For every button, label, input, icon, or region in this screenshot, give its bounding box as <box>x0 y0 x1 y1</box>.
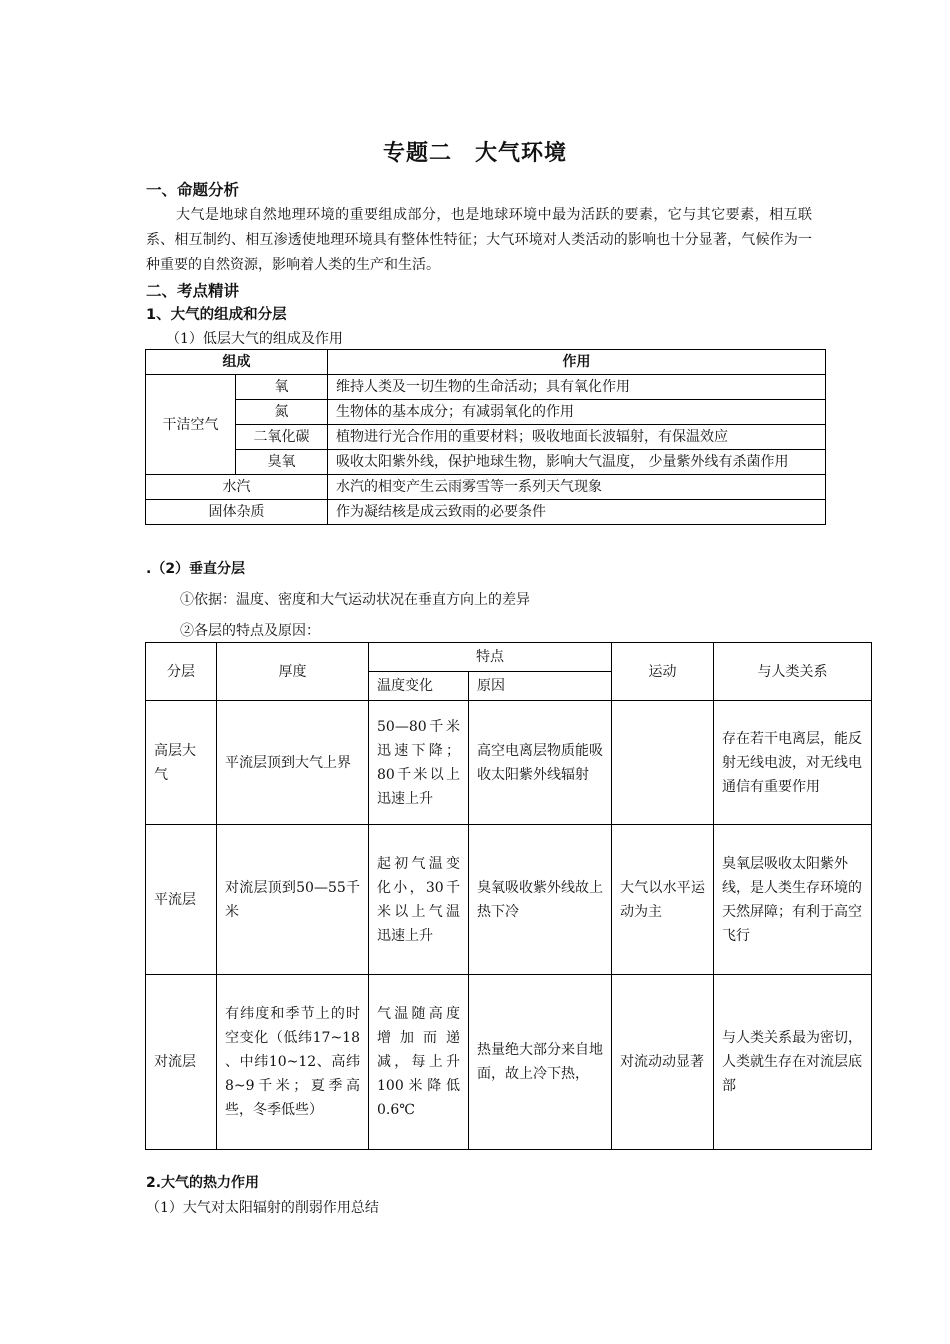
header-relation: 与人类关系 <box>714 643 872 701</box>
component-name: 氮 <box>236 400 328 425</box>
layer-temp: 起初气温变化小，30千米以上气温迅速上升 <box>369 825 469 975</box>
layer-temp: 50—80千米迅速下降；80千米以上迅速上升 <box>369 701 469 825</box>
header-temp: 温度变化 <box>369 672 469 701</box>
component-role: 维持人类及一切生物的生命活动；具有氧化作用 <box>328 375 826 400</box>
component-role: 吸收太阳紫外线，保护地球生物，影响大气温度， 少量紫外线有杀菌作用 <box>328 450 826 475</box>
header-layer: 分层 <box>146 643 217 701</box>
component-name: 氧 <box>236 375 328 400</box>
features-intro-text: ②各层的特点及原因： <box>180 623 320 639</box>
component-name: 固体杂质 <box>146 500 328 525</box>
table-row <box>146 500 826 525</box>
table-row <box>146 375 826 400</box>
section-heading-keypoints: 二、考点精讲 <box>146 282 240 300</box>
layer-relation: 臭氧层吸收太阳紫外线，是人类生存环境的天然屏障；有利于高空飞行 <box>714 825 872 975</box>
subheading-vertical-layers: .（2）垂直分层 <box>146 561 246 577</box>
layer-thickness: 有纬度和季节上的时空变化（低纬17~18 、中纬10~12、高纬8~9千米；夏季高些，冬季低些） <box>217 975 369 1150</box>
table-header-row <box>146 350 826 375</box>
layer-thickness: 平流层顶到大气上界 <box>217 701 369 825</box>
header-composition: 组成 <box>146 350 328 375</box>
table-header-row <box>146 643 872 672</box>
table-row <box>146 701 872 825</box>
composition-table <box>145 349 826 525</box>
header-features: 特点 <box>369 643 612 672</box>
layer-name: 平流层 <box>146 825 217 975</box>
subheading-thermal: 2.大气的热力作用 <box>146 1175 260 1191</box>
layer-reason: 臭氧吸收紫外线故上热下冷 <box>469 825 612 975</box>
group-dry-air: 干洁空气 <box>146 375 236 475</box>
layer-reason: 热量绝大部分来自地面，故上冷下热， <box>469 975 612 1150</box>
component-role: 生物体的基本成分；有减弱氧化的作用 <box>328 400 826 425</box>
table-row <box>146 425 826 450</box>
header-role: 作用 <box>328 350 826 375</box>
layer-thickness: 对流层顶到50—55千米 <box>217 825 369 975</box>
table-row <box>146 475 826 500</box>
page-title: 专题二 大气环境 <box>382 141 567 166</box>
layer-relation: 存在若干电离层，能反射无线电波，对无线电通信有重要作用 <box>714 701 872 825</box>
component-name: 臭氧 <box>236 450 328 475</box>
component-name: 水汽 <box>146 475 328 500</box>
table-row <box>146 400 826 425</box>
layer-relation: 与人类关系最为密切，人类就生存在对流层底部 <box>714 975 872 1150</box>
subheading-low-atmosphere: （1）低层大气的组成及作用 <box>166 331 343 347</box>
table-row <box>146 825 872 975</box>
section-heading-analysis: 一、命题分析 <box>146 181 240 199</box>
basis-text: ①依据：温度、密度和大气运动状况在垂直方向上的差异 <box>180 592 530 608</box>
analysis-paragraph: 大气是地球自然地理环境的重要组成部分，也是地球环境中最为活跃的要素，它与其它要素，相互联系、相互制约、相互渗透使地理环境具有整体性特征；大气环境对人类活动的影响也十分显著，气候作为一种重要的自然资源，影响着人类的生产和生活。 <box>146 207 812 273</box>
layer-motion: 对流动动显著 <box>612 975 714 1150</box>
layers-table <box>145 642 872 1150</box>
component-name: 二氧化碳 <box>236 425 328 450</box>
header-thickness: 厚度 <box>217 643 369 701</box>
table-row <box>146 450 826 475</box>
component-role: 作为凝结核是成云致雨的必要条件 <box>328 500 826 525</box>
layer-name: 高层大气 <box>146 701 217 825</box>
component-role: 水汽的相变产生云雨雾雪等一系列天气现象 <box>328 475 826 500</box>
layer-motion <box>612 701 714 825</box>
header-motion: 运动 <box>612 643 714 701</box>
table-row <box>146 975 872 1150</box>
header-reason: 原因 <box>469 672 612 701</box>
subheading-composition: 1、大气的组成和分层 <box>146 307 287 323</box>
subheading-weakening: （1）大气对太阳辐射的削弱作用总结 <box>146 1200 379 1216</box>
layer-name: 对流层 <box>146 975 217 1150</box>
layer-temp: 气温随高度增加而递减，每上升100米降低0.6℃ <box>369 975 469 1150</box>
layer-motion: 大气以水平运动为主 <box>612 825 714 975</box>
layer-reason: 高空电离层物质能吸收太阳紫外线辐射 <box>469 701 612 825</box>
component-role: 植物进行光合作用的重要材料；吸收地面长波辐射，有保温效应 <box>328 425 826 450</box>
